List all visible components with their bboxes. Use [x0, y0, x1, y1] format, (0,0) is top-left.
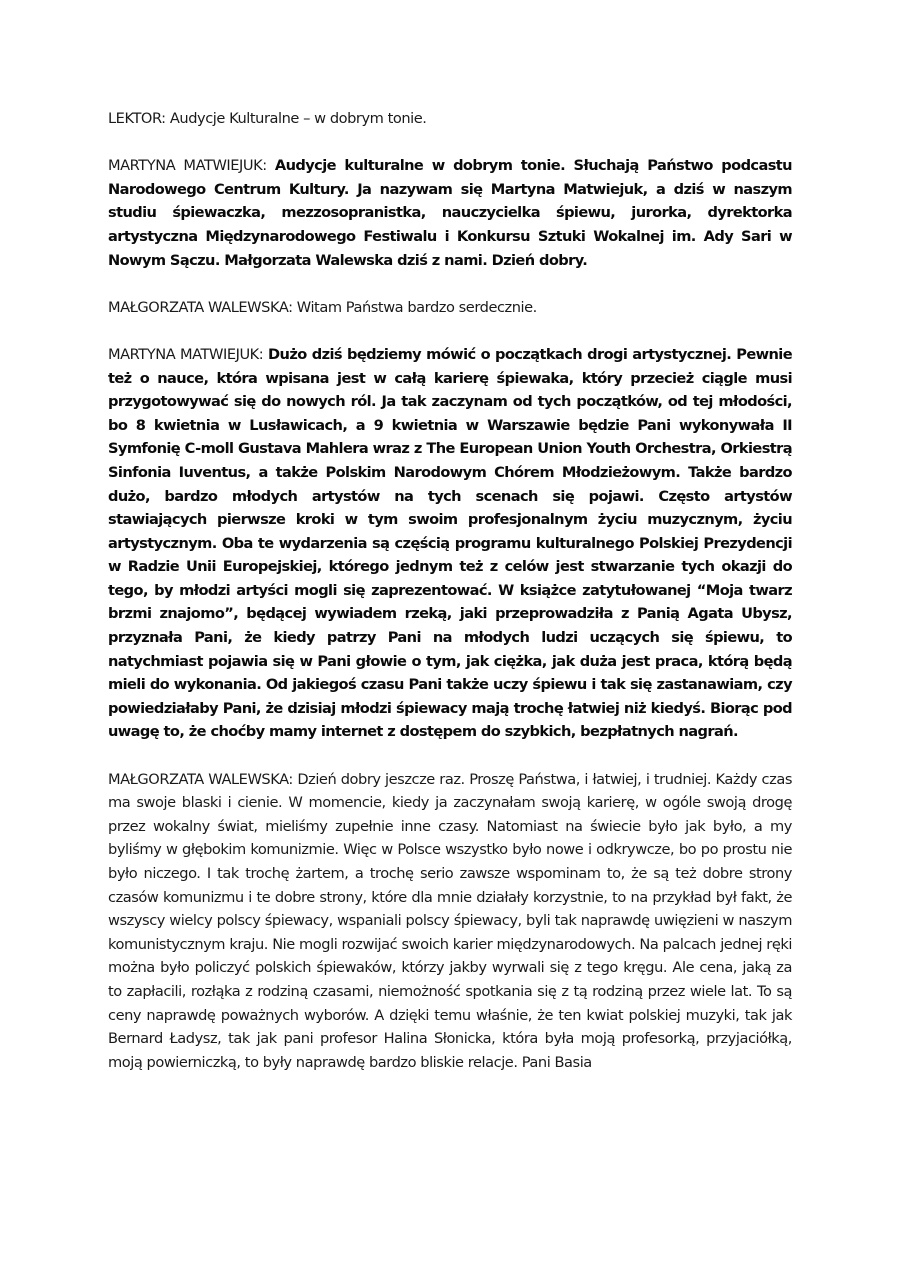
- speaker-label: MARTYNA MATWIEJUK:: [108, 345, 264, 363]
- utterance-text: Witam Państwa bardzo serdecznie.: [296, 298, 537, 316]
- paragraph-guest-greeting: [108, 296, 792, 320]
- utterance-text: Dużo dziś będziemy mówić o początkach drogi artystycznej. Pewnie też o nauce, która wpisana jest w całą karierę śpiewaka, który przecież ciągle musi przygotowywać się do nowych ról. Ja tak zaczynam od tych początków, od tej młodości, bo 8 kwietnia w Lusławicach, a 9 kwietnia w Warszawie będzie Pani wykonywała II Symfonię C-moll Gustava Mahlera wraz z The European Union Youth Orchestra, Orkiestrą Sinfonia Iuventus, a także Polskim Narodowym Chórem Młodzieżowym. Także bardzo dużo, bardzo młodych artystów na tych scenach się pojawi. Często artystów stawiających pierwsze kroki w tym swoim profesjonalnym życiu muzycznym, życiu artystycznym. Oba te wydarzenia są częścią programu kulturalnego Polskiej Prezydencji w Radzie Unii Europejskiej, którego jednym też z celów jest stwarzanie tych okazji do tego, by młodzi artyści mogli się zaprezentować. W książce zatytułowanej “Moja twarz brzmi znajomo”, będącej wywiadem rzeką, jaki przeprowadziła z Panią Agata Ubysz, przyznała Pani, że kiedy patrzy Pani na młodych ludzi uczących się śpiewu, to natychmiast pojawia się w Pani głowie o tym, jak ciężka, jak duża jest praca, którą będą mieli do wykonania. Od jakiegoś czasu Pani także uczy śpiewu i tak się zastanawiam, czy powiedziałaby Pani, że dzisiaj młodzi śpiewacy mają trochę łatwiej niż kiedyś. Biorąc pod uwagę to, że choćby mamy internet z dostępem do szybkich, bezpłatnych nagrań.: [108, 345, 792, 741]
- utterance-text: Audycje Kulturalne – w dobrym tonie.: [169, 110, 427, 127]
- paragraph-guest-answer: [108, 768, 792, 1075]
- speaker-label: MARTYNA MATWIEJUK:: [108, 157, 267, 175]
- paragraph-host-intro: [108, 154, 792, 272]
- transcript-page: [108, 107, 792, 1098]
- speaker-label: LEKTOR:: [108, 110, 166, 127]
- utterance-text: Audycje kulturalne w dobrym tonie. Słuchają Państwo podcastu Narodowego Centrum Kultury. Ja nazywam się Martyna Matwiejuk, a dziś w naszym studiu śpiewaczka, mezzosopranistka, nauczycielka śpiewu, jurorka, dyrektorka artystyczna Międzynarodowego Festiwalu i Konkursu Sztuki Wokalnej im. Ady Sari w Nowym Sączu. Małgorzata Walewska dziś z nami. Dzień dobry.: [108, 157, 792, 269]
- speaker-label: MAŁGORZATA WALEWSKA:: [108, 770, 293, 788]
- paragraph-lektor-intro: [108, 107, 792, 131]
- utterance-text: Dzień dobry jeszcze raz. Proszę Państwa, i łatwiej, i trudniej. Każdy czas ma swoje blaski i cienie. W momencie, kiedy ja zaczynałam swoją karierę, w ogóle swoją drogę przez wokalny świat, mieliśmy zupełnie inne czasy. Natomiast na świecie było jak było, a my byliśmy w głębokim komunizmie. Więc w Polsce wszystko było nowe i odkrywcze, bo po prostu nie było niczego. I tak trochę żartem, a trochę serio zawsze wspominam to, że są też dobre strony czasów komunizmu i te dobre strony, które dla mnie działały korzystnie, to na przykład był fakt, że wszyscy wielcy polscy śpiewacy, wspaniali polscy śpiewacy, byli tak naprawdę uwięzieni w naszym komunistycznym kraju. Nie mogli rozwijać swoich karier międzynarodowych. Na palcach jednej ręki można było policzyć polskich śpiewaków, którzy jakby wyrwali się z tego kręgu. Ale cena, jaką za to zapłacili, rozłąka z rodziną czasami, niemożność spotkania się z tą rodziną przez wiele lat. To są ceny naprawdę poważnych wyborów. A dzięki temu właśnie, że ten kwiat polskiej muzyki, tak jak Bernard Ładysz, tak jak pani profesor Halina Słonicka, która była moją profesorką, przyjaciółką, moją powierniczką, to były naprawdę bardzo bliskie relacje. Pani Basia: [108, 770, 792, 1071]
- paragraph-host-question: [108, 343, 792, 744]
- speaker-label: MAŁGORZATA WALEWSKA:: [108, 298, 293, 316]
